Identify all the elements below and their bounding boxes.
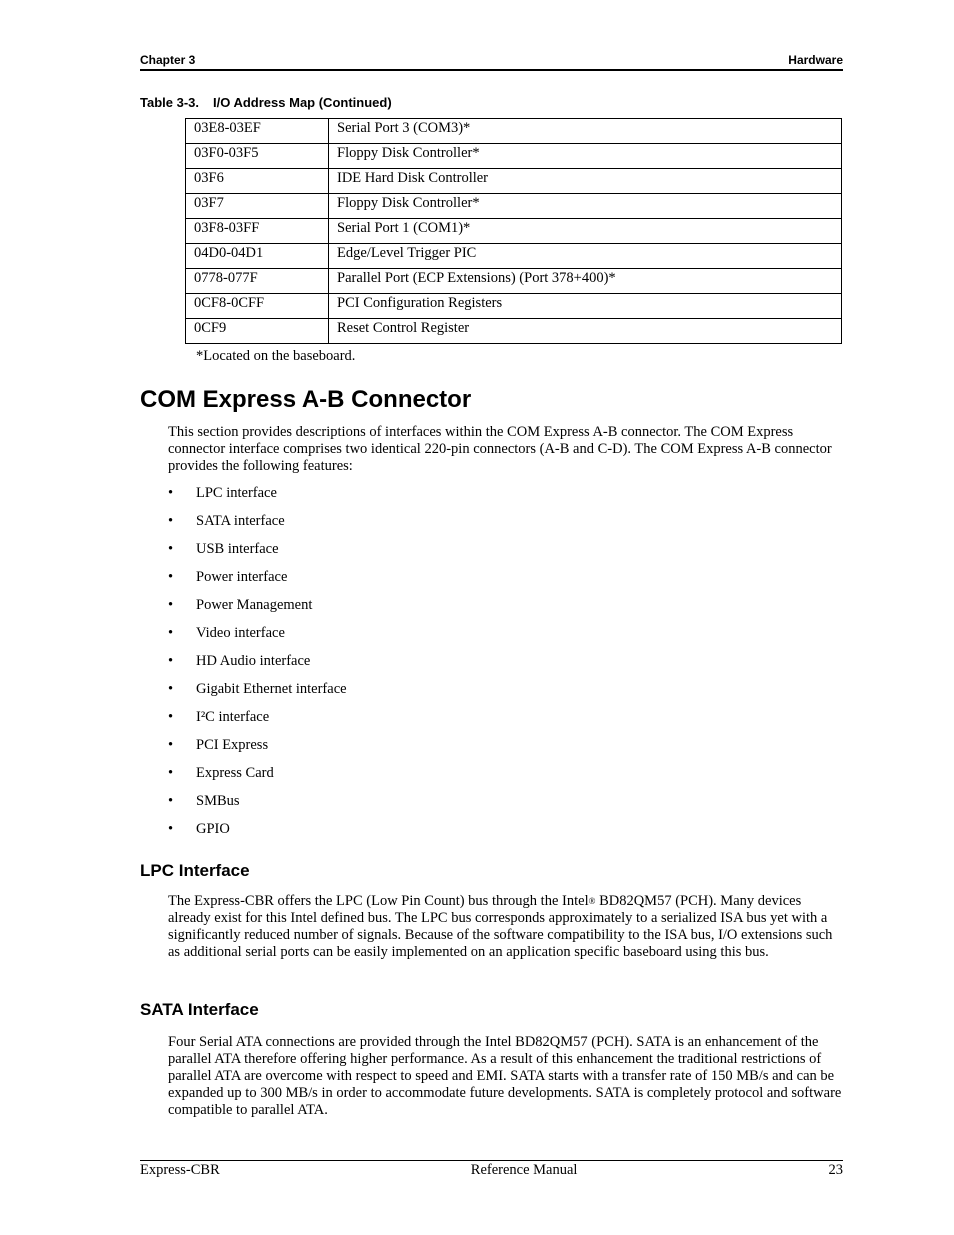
- address-cell: 03F0-03F5: [186, 144, 329, 169]
- list-item: [168, 653, 347, 681]
- feature-label: Gigabit Ethernet interface: [196, 681, 347, 697]
- list-item: [168, 513, 347, 541]
- sata-paragraph: Four Serial ATA connections are provided through the Intel BD82QM57 (PCH). SATA is an enhancement of the parallel ATA therefore offering higher performance. As a result of this enhancement the traditional restrictions of parallel ATA are overcome with respect to speed and EMI. SATA starts with a transfer rate of 150 MB/s and can be expanded up to 300 MB/s in order to accommodate future developments. SATA is completely protocol and software compatible to parallel ATA.: [168, 1034, 842, 1118]
- lpc-paragraph: [168, 893, 843, 961]
- list-item: [168, 485, 347, 513]
- feature-label: GPIO: [196, 821, 230, 837]
- table-row: [186, 294, 842, 319]
- table-label: Table 3-3.: [140, 95, 200, 110]
- sata-heading: SATA Interface: [140, 1000, 259, 1019]
- table-row: [186, 219, 842, 244]
- list-item: [168, 821, 347, 849]
- description-cell: Edge/Level Trigger PIC: [329, 244, 842, 269]
- lpc-text-end: BD82QM57 (PCH). Many devices already exist for this Intel defined bus. The LPC bus corresponds approximately to a serialized ISA bus yet with a significantly reduced number of signals. Because of the software compatibility to the ISA bus, I/O extensions such as additional serial ports can be easily implemented on an application specific baseboard using this bus.: [168, 893, 833, 960]
- address-cell: 0CF8-0CFF: [186, 294, 329, 319]
- feature-label: USB interface: [196, 541, 279, 557]
- table-footnote: *Located on the baseboard.: [196, 348, 356, 364]
- list-item: [168, 625, 347, 653]
- section-intro: This section provides descriptions of interfaces within the COM Express A-B connector. The COM Express connector interface comprises two identical 220-pin connectors (A-B and C-D). The COM Express A-B connector provides the following features:: [168, 424, 832, 474]
- feature-label: PCI Express: [196, 737, 269, 753]
- description-cell: Floppy Disk Controller*: [329, 144, 842, 169]
- description-cell: Reset Control Register: [329, 319, 842, 344]
- table-caption: [140, 95, 392, 110]
- description-cell: IDE Hard Disk Controller: [329, 169, 842, 194]
- footer-doc-title: Reference Manual: [470, 1162, 578, 1178]
- list-item: [168, 681, 347, 709]
- list-item: [168, 709, 347, 737]
- feature-label: SATA interface: [196, 513, 285, 529]
- description-cell: Serial Port 1 (COM1)*: [329, 219, 842, 244]
- address-cell: 0778-077F: [186, 269, 329, 294]
- page-footer: [140, 1160, 843, 1179]
- feature-list: [168, 485, 347, 849]
- table-row: [186, 194, 842, 219]
- description-cell: Parallel Port (ECP Extensions) (Port 378+400)*: [329, 269, 842, 294]
- bullet-icon: •: [168, 485, 174, 501]
- feature-label: Power Management: [196, 597, 313, 613]
- table-row: [186, 244, 842, 269]
- address-cell: 04D0-04D1: [186, 244, 329, 269]
- address-cell: 0CF9: [186, 319, 329, 344]
- footer-product: Express-CBR: [140, 1162, 220, 1178]
- header-section: Hardware: [788, 53, 843, 67]
- bullet-icon: •: [168, 513, 174, 529]
- feature-label: SMBus: [196, 793, 240, 809]
- address-cell: 03E8-03EF: [186, 119, 329, 144]
- address-cell: 03F6: [186, 169, 329, 194]
- io-address-table: [185, 118, 842, 344]
- feature-label: Video interface: [196, 625, 285, 641]
- feature-label: I²C interface: [196, 709, 270, 725]
- list-item: [168, 765, 347, 793]
- page-header: [140, 53, 843, 71]
- feature-label: Power interface: [196, 569, 288, 585]
- list-item: [168, 569, 347, 597]
- bullet-icon: •: [168, 653, 174, 669]
- table-row: [186, 119, 842, 144]
- lpc-text-start: The Express-CBR offers the LPC (Low Pin Count) bus through the Intel: [168, 893, 589, 909]
- description-cell: Floppy Disk Controller*: [329, 194, 842, 219]
- lpc-heading: LPC Interface: [140, 861, 250, 880]
- list-item: [168, 541, 347, 569]
- page-number: 23: [828, 1162, 843, 1178]
- bullet-icon: •: [168, 541, 174, 557]
- bullet-icon: •: [168, 821, 174, 837]
- bullet-icon: •: [168, 709, 174, 725]
- bullet-icon: •: [168, 737, 174, 753]
- table-row: [186, 269, 842, 294]
- table-row: [186, 169, 842, 194]
- table-row: [186, 144, 842, 169]
- registered-mark: ®: [588, 896, 596, 906]
- bullet-icon: •: [168, 681, 174, 697]
- header-chapter: Chapter 3: [140, 53, 196, 67]
- bullet-icon: •: [168, 569, 174, 585]
- address-cell: 03F7: [186, 194, 329, 219]
- feature-label: Express Card: [196, 765, 274, 781]
- feature-label: LPC interface: [196, 485, 277, 501]
- list-item: [168, 737, 347, 765]
- bullet-icon: •: [168, 793, 174, 809]
- list-item: [168, 597, 347, 625]
- section-title: COM Express A-B Connector: [140, 386, 472, 413]
- table-title: I/O Address Map (Continued): [213, 95, 392, 110]
- address-cell: 03F8-03FF: [186, 219, 329, 244]
- bullet-icon: •: [168, 765, 174, 781]
- list-item: [168, 793, 347, 821]
- bullet-icon: •: [168, 625, 174, 641]
- description-cell: PCI Configuration Registers: [329, 294, 842, 319]
- table-row: [186, 319, 842, 344]
- description-cell: Serial Port 3 (COM3)*: [329, 119, 842, 144]
- feature-label: HD Audio interface: [196, 653, 311, 669]
- bullet-icon: •: [168, 597, 174, 613]
